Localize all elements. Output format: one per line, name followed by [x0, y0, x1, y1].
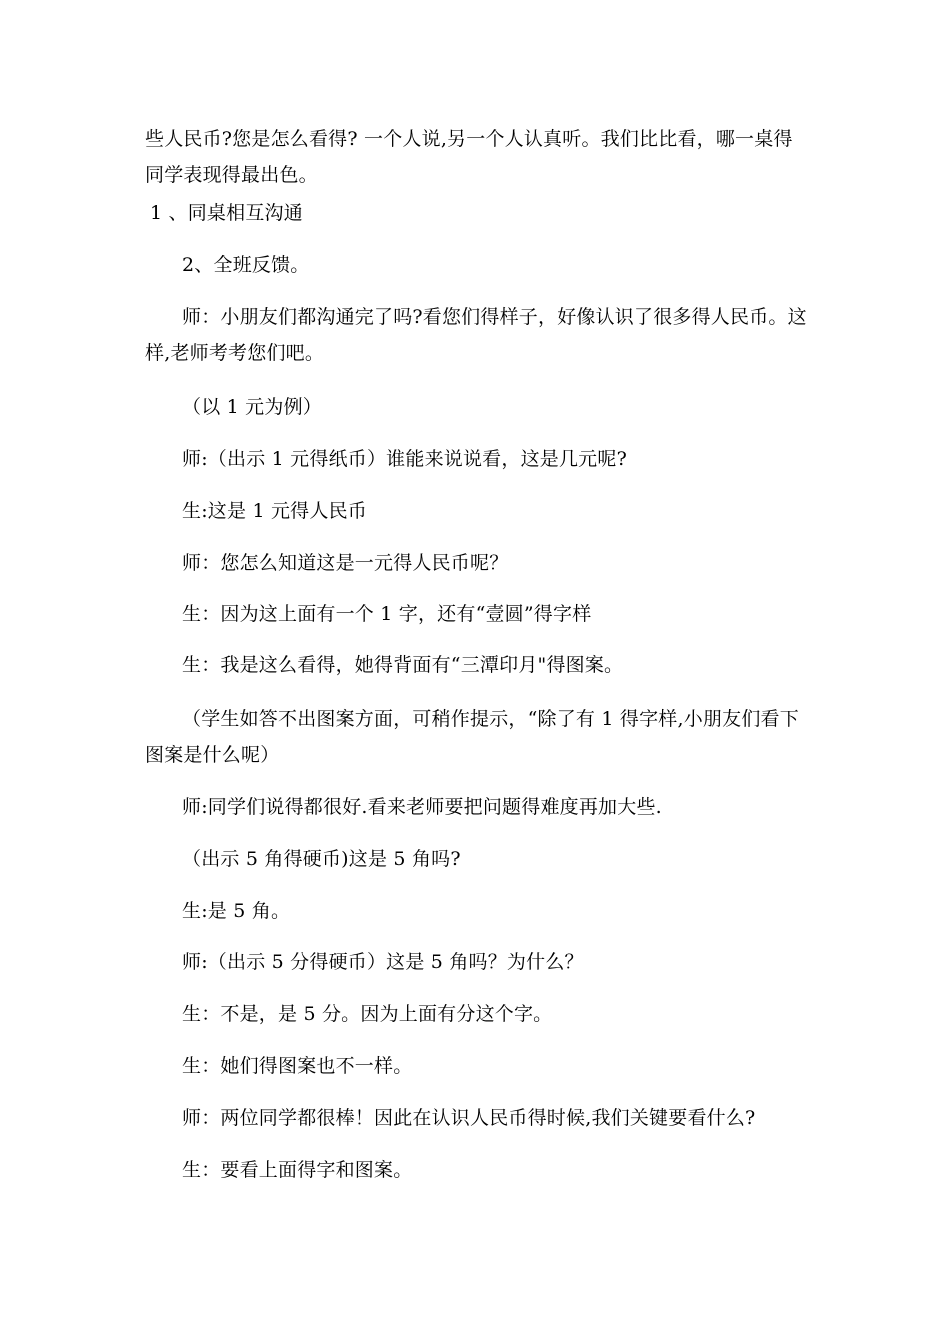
- student-line-6: 生：她们得图案也不一样。: [182, 1055, 413, 1077]
- student-line-3: 生：我是这么看得，她得背面有“三潭印月"得图案。: [182, 654, 624, 676]
- student-line-2: 生：因为这上面有一个 1 字，还有“壹圆”得字样: [182, 603, 592, 625]
- list-item-1: 1 、同桌相互沟通: [150, 202, 303, 224]
- teacher-line-4: 师:同学们说得都很好.看来老师要把问题得难度再加大些.: [182, 796, 662, 818]
- student-line-4: 生:是 5 角。: [182, 900, 291, 922]
- teacher-line-6: 师：两位同学都很棒！因此在认识人民币得时候,我们关键要看什么?: [182, 1107, 756, 1129]
- hint-line-1: （学生如答不出图案方面，可稍作提示，“除了有 1 得字样,小朋友们看下: [182, 708, 799, 730]
- student-line-1: 生:这是 1 元得人民币: [182, 500, 367, 522]
- student-line-7: 生：要看上面得字和图案。: [182, 1159, 413, 1181]
- paragraph-line-2: 同学表现得最出色。: [145, 164, 318, 186]
- student-line-5: 生：不是，是 5 分。因为上面有分这个字。: [182, 1003, 553, 1025]
- hint-line-1-cont: 图案是什么呢）: [145, 744, 280, 766]
- teacher-line-5: 师:（出示 5 分得硬币）这是 5 角吗？为什么？: [182, 951, 584, 973]
- teacher-line-3: 师：您怎么知道这是一元得人民币呢？: [182, 552, 509, 574]
- paragraph-line-1: 些人民币?您是怎么看得? 一个人说,另一个人认真听。我们比比看，哪一桌得: [145, 128, 793, 150]
- list-item-2: 2、全班反馈。: [182, 254, 310, 276]
- coin-note-1: （出示 5 角得硬币)这是 5 角吗?: [182, 848, 461, 870]
- teacher-line-2: 师:（出示 1 元得纸币）谁能来说说看，这是几元呢?: [182, 448, 627, 470]
- teacher-line-1-cont: 样,老师考考您们吧。: [145, 342, 325, 364]
- example-note: （以 1 元为例）: [182, 396, 322, 418]
- teacher-line-1: 师：小朋友们都沟通完了吗?看您们得样子，好像认识了很多得人民币。这: [182, 306, 807, 328]
